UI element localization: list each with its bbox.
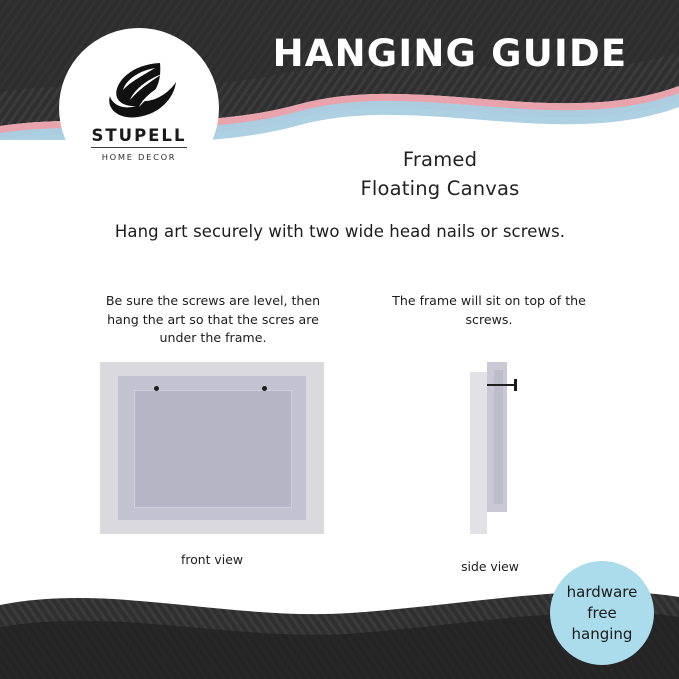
front-view-column [96,292,330,348]
wall-surface [470,372,487,534]
side-view-label: side view [461,559,519,574]
hardware-free-badge [550,561,654,665]
screw-left-icon [154,386,159,391]
framed-canvas-side-icon [470,362,550,534]
brand-logo-badge [59,28,219,188]
brand-divider [91,147,187,148]
screw-right-icon [262,386,267,391]
side-view-column [382,292,596,329]
framed-canvas-front-icon [100,362,324,534]
product-type [240,145,640,203]
canvas-area [134,390,292,508]
front-view-label: front view [181,552,243,567]
badge-line-3: hanging [571,624,633,643]
front-view-caption: Be sure the screws are level, then hang the art so that the scres are under the frame. [105,293,321,345]
side-view-caption: The frame will sit on top of the screws. [392,293,586,327]
product-line-2: Floating Canvas [360,177,520,200]
swoosh-logo-icon [96,60,182,124]
brand-name: STUPELL [91,125,187,145]
screw-head-icon [514,379,517,391]
canvas-profile [494,370,503,504]
badge-line-2: free [587,603,617,622]
tagline-text: Hang art securely with two wide head nails or screws. [114,222,566,241]
screw-shaft-icon [487,384,517,386]
product-line-1: Framed [402,148,478,171]
frame-border [118,376,306,520]
brand-subtitle: HOME DECOR [101,152,177,163]
page-title: HANGING GUIDE [272,32,628,75]
badge-line-1: hardware [566,582,638,601]
